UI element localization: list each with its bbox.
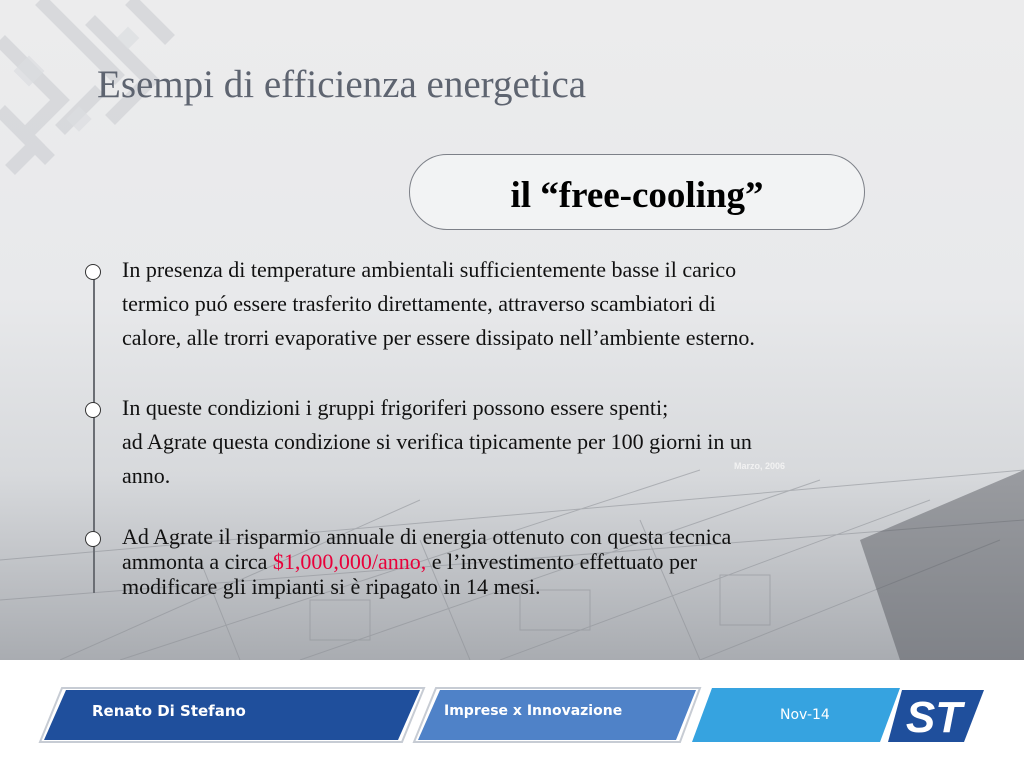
author-label: Renato Di Stefano	[92, 702, 246, 720]
bullet-2-line-3: anno.	[122, 463, 171, 488]
bullet-1-line-1: In presenza di temperature ambientali sufficientemente basse il carico	[122, 257, 737, 282]
slide-title: Esempi di efficienza energetica	[97, 63, 587, 106]
bullet-3-line-2-pre: ammonta a circa	[122, 549, 273, 574]
bullet-3-line-2	[122, 549, 952, 574]
st-logo-text: ST	[905, 693, 963, 742]
savings-amount: $1,000,000/anno,	[272, 549, 427, 574]
event-label: Imprese x Innovazione	[444, 703, 623, 719]
bullet-marker-2	[85, 402, 101, 418]
bullet-2-line-1: In queste condizioni i gruppi frigoriferi possono essere spenti;	[122, 395, 669, 420]
bullet-marker-3	[85, 531, 101, 547]
bullet-1-line-3: calore, alle trorri evaporative per essere dissipato nell’ambiente esterno.	[122, 325, 755, 350]
bullet-2-line-2: ad Agrate questa condizione si verifica tipicamente per 100 giorni in un	[122, 429, 752, 454]
bullet-3-line-1: Ad Agrate il risparmio annuale di energia ottenuto con questa tecnica	[122, 524, 732, 549]
date-watermark: Marzo, 2006	[734, 461, 786, 471]
subtitle-text: il “free-cooling”	[510, 175, 764, 216]
date-label: Nov-14	[780, 707, 830, 723]
st-logo-icon	[888, 688, 986, 744]
bullet-3-line-2-post: e l’investimento effettuato per	[426, 549, 698, 574]
bullet-paragraph-3	[122, 524, 952, 599]
bullet-marker-1	[85, 264, 101, 280]
bullet-3-line-3: modificare gli impianti si è ripagato in 14 mesi.	[122, 574, 541, 599]
bullet-paragraph-2	[122, 391, 952, 493]
st-logo	[888, 688, 986, 744]
bullet-1-line-2: termico puó essere trasferito direttamente, attraverso scambiatori di	[122, 291, 716, 316]
bullet-paragraph-1	[122, 253, 952, 355]
